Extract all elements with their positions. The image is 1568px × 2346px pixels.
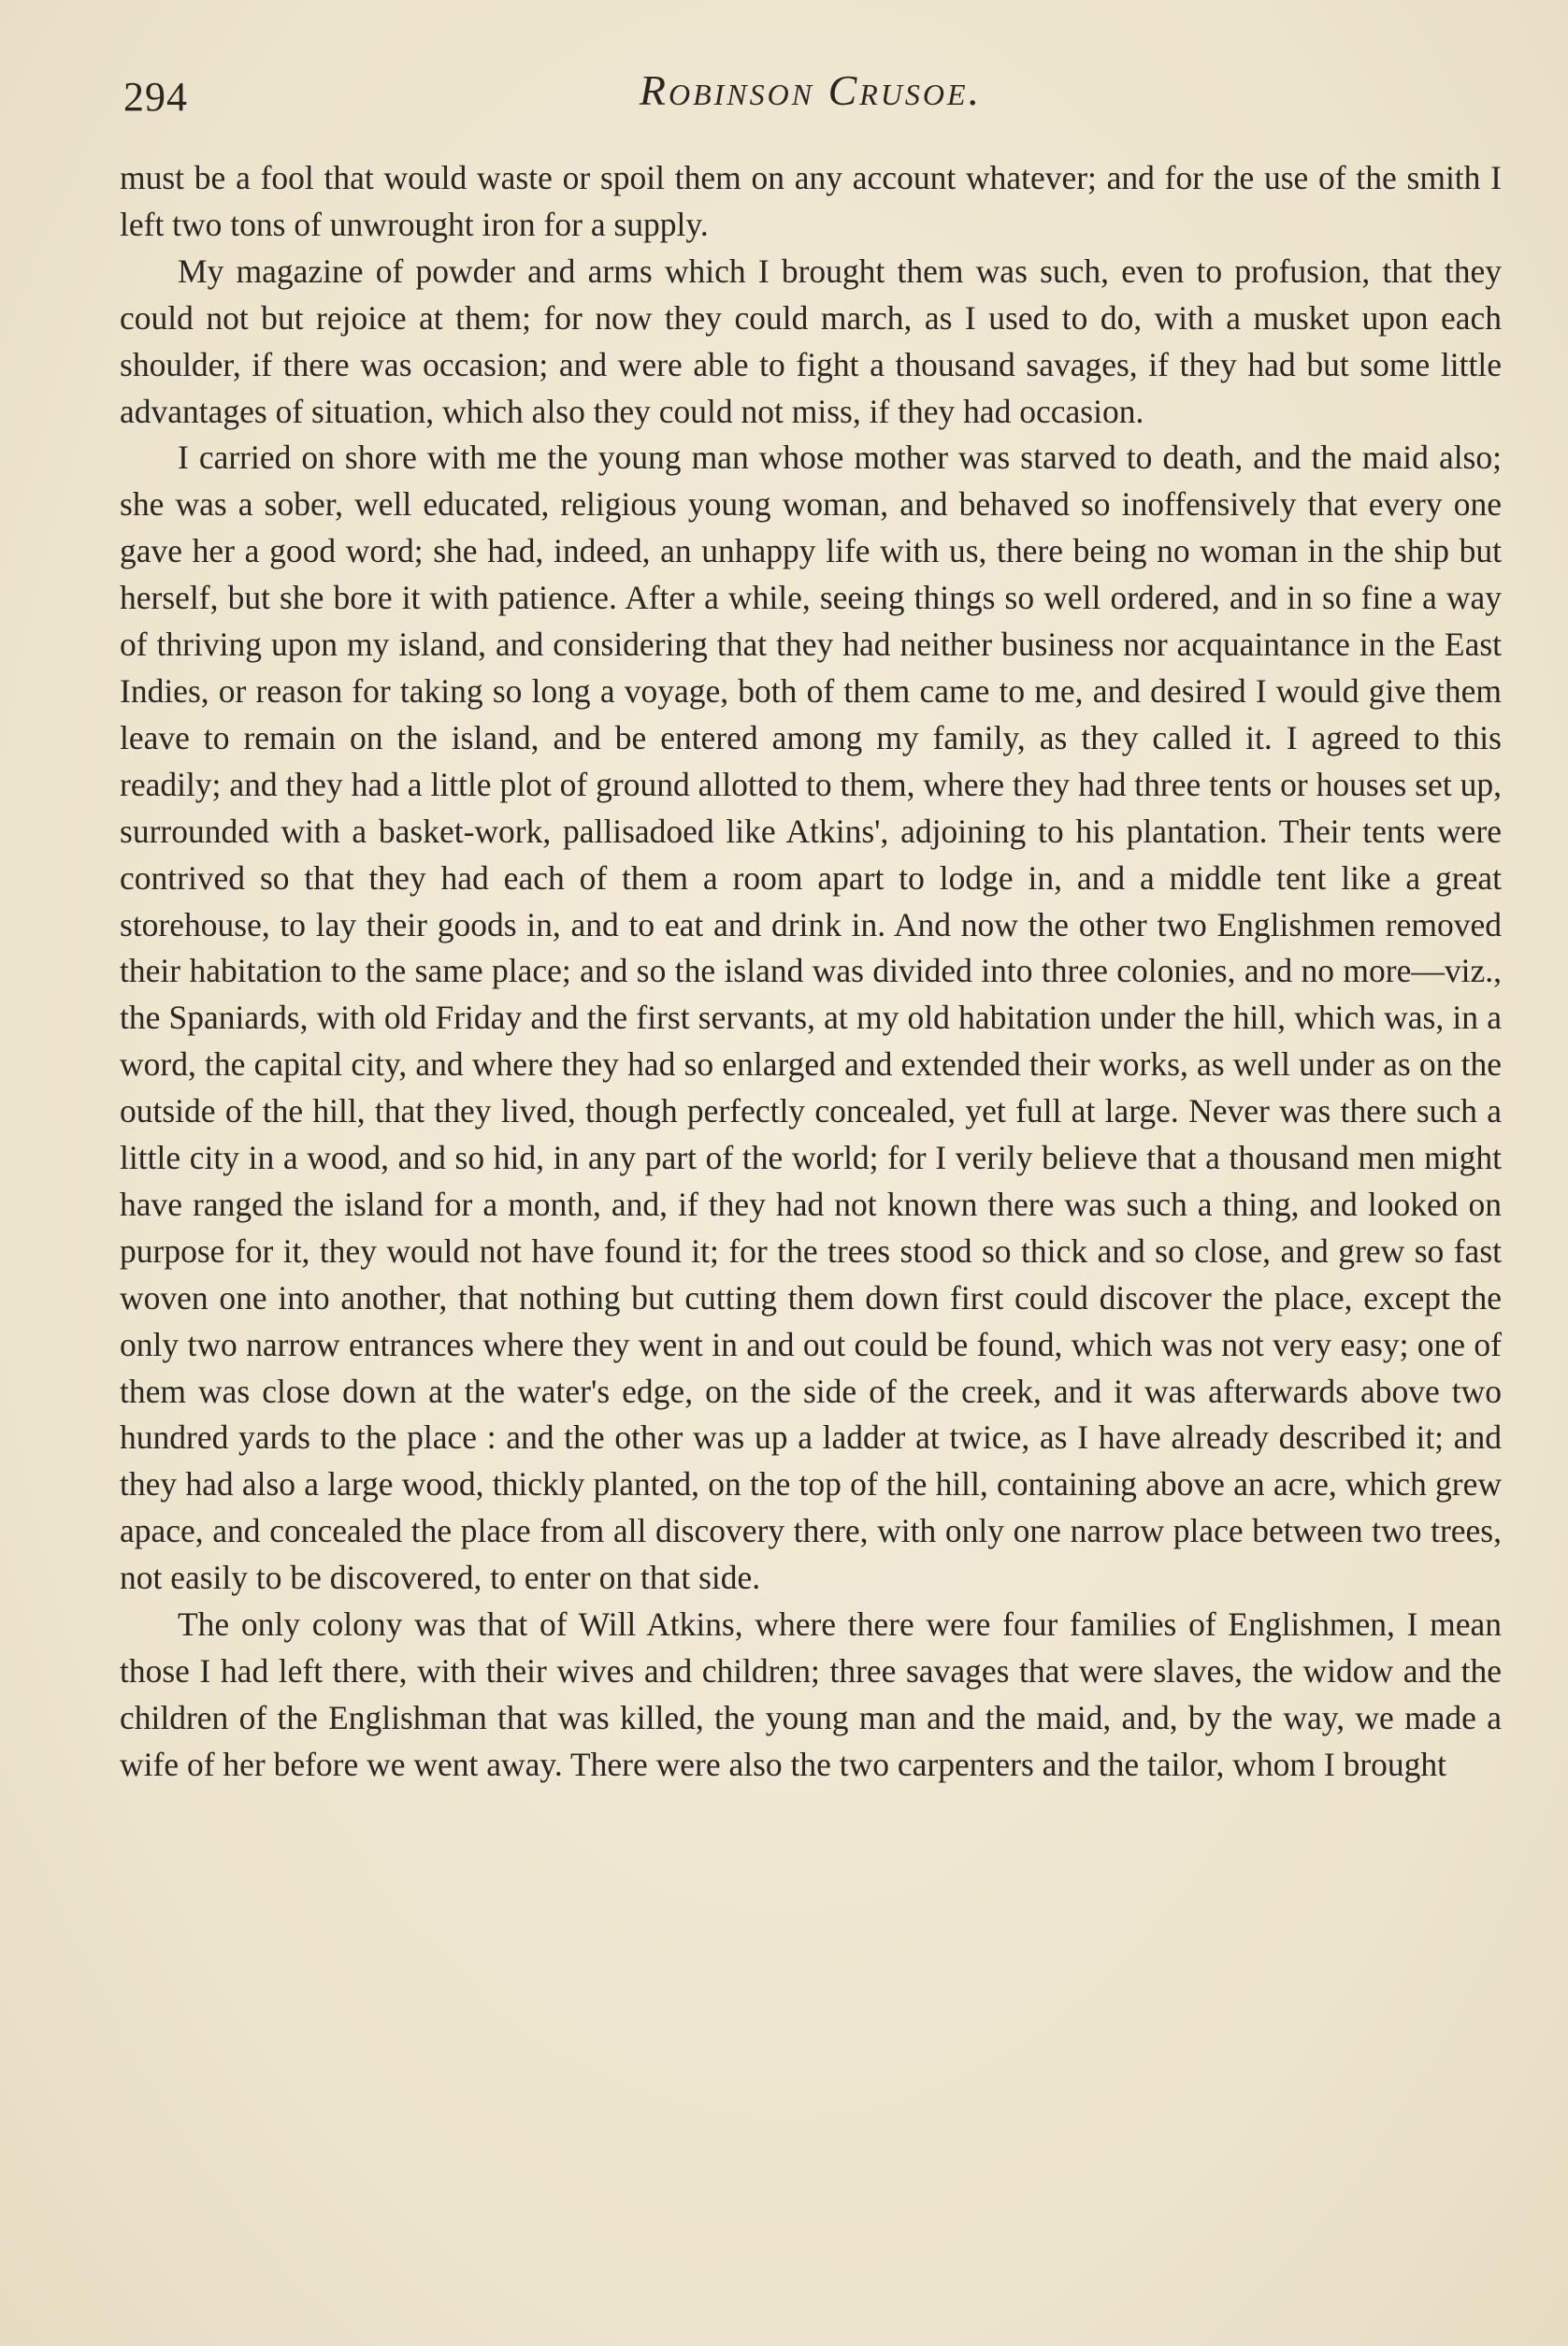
running-title: Robinson Crusoe. [639, 66, 983, 114]
paragraph: The only colony was that of Will Atkins, where there were four families of Englishmen, I mean those I had left there, with their wives and children; three savages that were slaves, the widow and the children of the Englishman that was killed, the young man and the maid, and, by the way, we made a wife of her before we went away. There were also the two carpenters and the tailor, whom I brought [120, 1605, 1502, 1783]
running-head [120, 65, 1502, 131]
body-text [120, 155, 1502, 1789]
paragraph: I carried on shore with me the young man whose mother was starved to death, and the maid also; she was a sober, well educated, religious young woman, and behaved so inoffensively that every one gave her a good word; she had, indeed, an unhappy life with us, there being no woman in the ship but herself, but she bore it with patience. After a while, seeing things so well ordered, and in so fine a way of thriving upon my island, and considering that they had neither business nor acquaintance in the East Indies, or reason for taking so long a voyage, both of them came to me, and desired I would give them leave to remain on the island, and be entered among my family, as they called it. I agreed to this readily; and they had a little plot of ground allotted to them, where they had three tents or houses set up, surrounded with a basket-work, pallisadoed like Atkins', adjoining to his plantation. Their tents were contrived so that they had each of them a room apart to lodge in, and a middle tent like a great storehouse, to lay their goods in, and to eat and drink in. And now the other two Englishmen removed their habitation to the same place; and so the island was divided into three colonies, and no more—viz., the Spaniards, with old Friday and the first servants, at my old habitation under the hill, which was, in a word, the capital city, and where they had so enlarged and extended their works, as well under as on the outside of the hill, that they lived, though perfectly concealed, yet full at large. Never was there such a little city in a wood, and so hid, in any part of the world; for I verily believe that a thousand men might have ranged the island for a month, and, if they had not known there was such a thing, and looked on purpose for it, they would not have found it; for the trees stood so thick and so close, and grew so fast woven one into another, that nothing but cutting them down first could discover the place, except the only two narrow entrances where they went in and out could be found, which was not very easy; one of them was close down at the water's edge, on the side of the creek, and it was afterwards above two hundred yards to the place : and the other was up a ladder at twice, as I have already described it; and they had also a large wood, thickly planted, on the top of the hill, containing above an acre, which grew apace, and concealed the place from all discovery there, with only one narrow place between two trees, not easily to be discovered, to enter on that side. [120, 439, 1502, 1597]
page-number: 294 [123, 74, 188, 120]
paragraph: must be a fool that would waste or spoil them on any account whatever; and for the use of the smith I left two tons of unwrought iron for a supply. [120, 159, 1502, 243]
paragraph: My magazine of powder and arms which I brought them was such, even to profusion, that they could not but rejoice at them; for now they could march, as I used to do, with a musket upon each shoulder, if there was occasion; and were able to fight a thousand savages, if they had but some little advantages of situation, which also they could not miss, if they had occasion. [120, 252, 1502, 430]
